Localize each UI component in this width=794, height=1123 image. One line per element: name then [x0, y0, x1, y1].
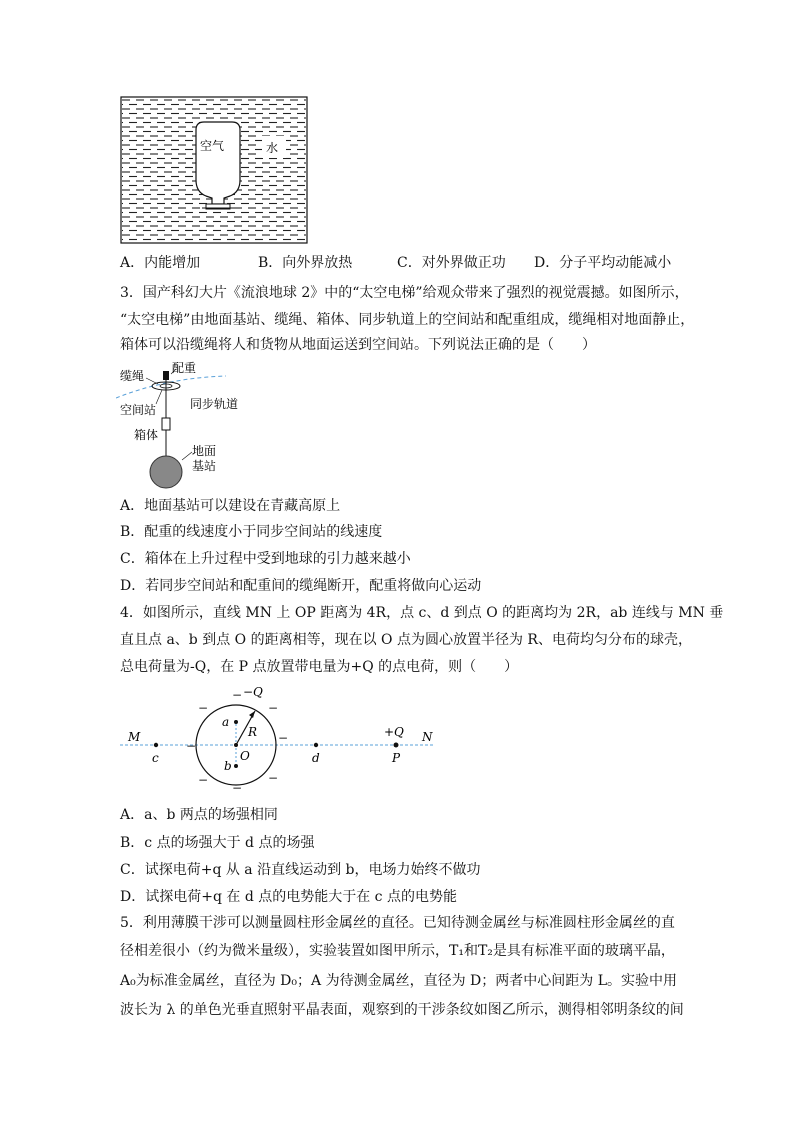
- minus-sign: −: [232, 781, 243, 792]
- label-a: a: [222, 715, 230, 729]
- q2-option-b[interactable]: B．向外界放热: [258, 255, 353, 271]
- q5-stem-line: 5．利用薄膜干涉可以测量圆柱形金属丝的直径。已知待测金属丝与标准圆柱形金属丝的直: [120, 915, 675, 931]
- water-label: 水: [266, 141, 279, 155]
- label-P: P: [392, 751, 401, 765]
- box-label: 箱体: [134, 428, 159, 442]
- orbit-label: 同步轨道: [190, 397, 239, 411]
- q3-stem-line: 箱体可以沿缆绳将人和货物从地面运送到空间站。下列说法正确的是（ ）: [120, 337, 596, 353]
- q4-option-c[interactable]: C．试探电荷+q 从 a 沿直线运动到 b，电场力始终不做功: [120, 862, 481, 878]
- station-label: 空间站: [120, 403, 157, 417]
- label-negQ: −Q: [243, 685, 263, 699]
- q3-option-d[interactable]: D．若同步空间站和配重间的缆绳断开，配重将做向心运动: [120, 578, 482, 594]
- ground-label-2: 基站: [192, 459, 217, 473]
- label-N: N: [422, 730, 433, 744]
- q3-stem-line: “太空电梯”由地面基站、缆绳、箱体、同步轨道上的空间站和配重组成，缆绳相对地面静止，: [120, 312, 695, 328]
- q2-option-a[interactable]: A．内能增加: [120, 255, 201, 271]
- q4-stem-line: 4．如图所示，直线 MN 上 OP 距离为 4R，点 c、d 到点 O 的距离均为 2R，ab 连线与 MN 垂: [120, 605, 724, 621]
- q4-option-d[interactable]: D．试探电荷+q 在 d 点的电势能大于在 c 点的电势能: [120, 889, 457, 905]
- bottle-in-water-figure: [120, 96, 308, 244]
- q4-stem-line: 总电荷量为-Q，在 P 点放置带电量为+Q 的点电荷，则（ ）: [120, 659, 519, 675]
- label-R: R: [248, 725, 258, 739]
- minus-sign: −: [232, 688, 243, 702]
- charged-shell-figure: [116, 682, 446, 792]
- bottle-outline: [196, 122, 240, 204]
- q4-option-a[interactable]: A．a、b 两点的场强相同: [120, 807, 278, 823]
- q5-stem-line: 波长为 λ 的单色光垂直照射平晶表面，观察到的干涉条纹如图乙所示，测得相邻明条纹的间: [120, 1002, 684, 1018]
- cable-label: 缆绳: [120, 369, 145, 383]
- q3-option-a[interactable]: A．地面基站可以建设在青藏高原上: [120, 498, 341, 514]
- label-c: c: [152, 751, 159, 765]
- minus-sign: −: [268, 771, 279, 785]
- label-posQ: +Q: [384, 725, 404, 739]
- minus-sign: −: [186, 739, 197, 753]
- label-b: b: [224, 759, 232, 773]
- minus-sign: −: [268, 701, 279, 715]
- ground-label-1: 地面: [192, 444, 217, 458]
- q4-stem-line: 直且点 a、b 到点 O 的距离相等，现在以 O 点为圆心放置半径为 R、电荷均匀分布的球壳，: [120, 632, 692, 648]
- q3-option-c[interactable]: C．箱体在上升过程中受到地球的引力越来越小: [120, 551, 411, 567]
- q3-stem-line: 3．国产科幻大片《流浪地球 2》中的“太空电梯”给观众带来了强烈的视觉震撼。如图所示，: [120, 285, 689, 301]
- q2-option-c[interactable]: C．对外界做正功: [397, 255, 506, 271]
- q4-option-b[interactable]: B．c 点的场强大于 d 点的场强: [120, 835, 315, 851]
- minus-sign: −: [198, 701, 209, 715]
- space-elevator-figure: [116, 360, 276, 490]
- q2-option-d[interactable]: D．分子平均动能减小: [534, 255, 672, 271]
- label-O: O: [240, 749, 250, 763]
- q5-stem-line: 径相差很小（约为微米量级），实验装置如图甲所示，T₁和T₂是具有标准平面的玻璃平晶，: [120, 943, 675, 959]
- label-M: M: [128, 730, 141, 744]
- label-d: d: [312, 751, 320, 765]
- q3-option-b[interactable]: B．配重的线速度小于同步空间站的线速度: [120, 524, 383, 540]
- minus-sign: −: [278, 731, 289, 745]
- counterweight-label: 配重: [172, 361, 197, 375]
- air-label: 空气: [200, 139, 225, 153]
- q5-stem-line: A₀为标准金属丝，直径为 D₀；A 为待测金属丝，直径为 D；两者中心间距为 L。实验中用: [120, 973, 677, 989]
- minus-sign: −: [198, 773, 209, 787]
